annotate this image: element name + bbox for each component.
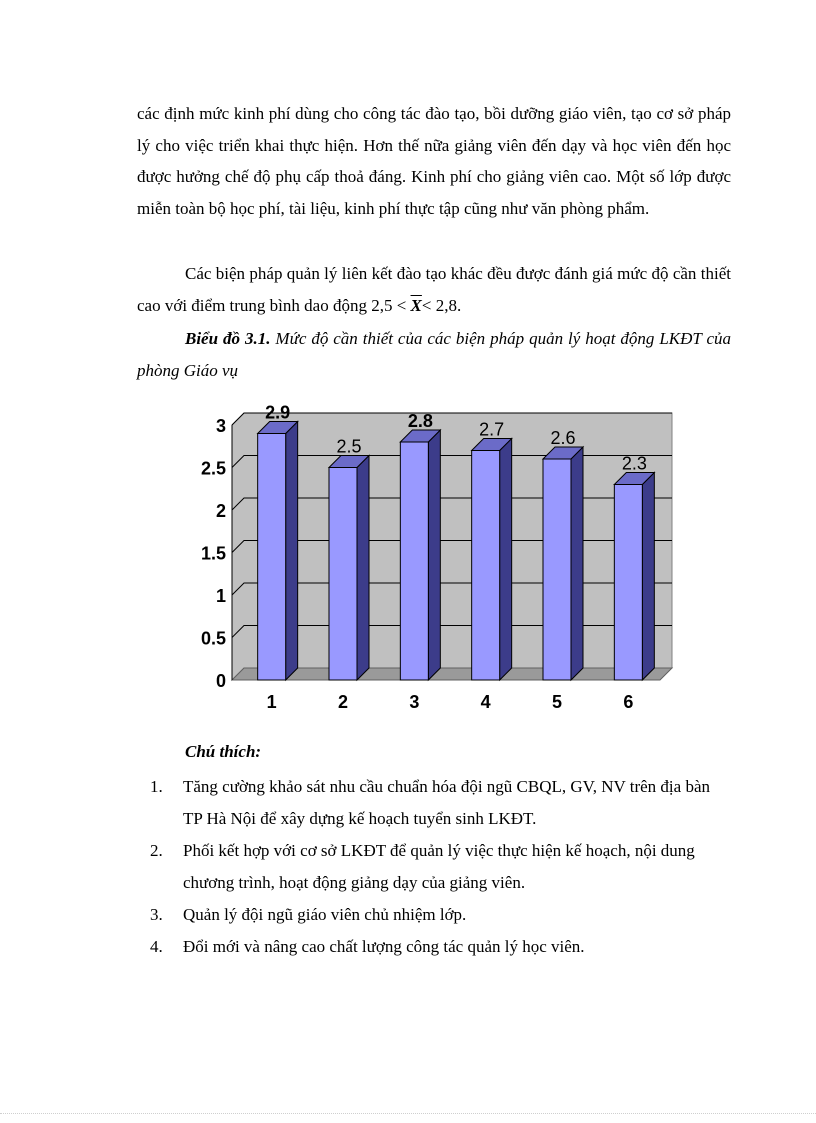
x-tick-label: 3: [409, 692, 420, 712]
data-label: 2.9: [265, 402, 291, 423]
note-number: 2.: [150, 841, 163, 860]
note-number: 4.: [150, 937, 163, 956]
y-tick-label: 2: [215, 501, 226, 521]
note-number: 1.: [150, 777, 163, 796]
y-tick-label: 2.5: [200, 458, 226, 479]
bar-side: [428, 430, 440, 680]
bar-side: [571, 447, 583, 680]
figure-caption: [137, 323, 731, 386]
body-paragraph-1: các định mức kinh phí dùng cho công tác đào tạo, bồi dưỡng giáo viên, tạo cơ sở pháp lý cho việc triển khai thực hiện. Hơn thế nữa giảng viên đến dạy và học viên đến học được hưởng chế độ phụ cấp thoả đáng. Kinh phí cho giảng viên cao. Một số lớp được miễn toàn bộ học phí, tài liệu, kinh phí thực tập cũng như văn phòng phẩm.: [137, 104, 731, 218]
y-tick-label: 1.5: [200, 543, 226, 564]
bar: [258, 434, 286, 681]
x-tick-label: 4: [480, 692, 491, 712]
note-item: [150, 899, 730, 931]
bar-side: [286, 422, 298, 681]
paragraph-2-text: Các biện pháp quản lý liên kết đào tạo khác đều được đánh giá mức độ cần thiết cao với điểm trung bình dao động 2,5 <: [137, 264, 731, 315]
x-tick-label: 6: [623, 692, 634, 712]
note-item: [150, 931, 730, 963]
notes-list: [150, 771, 730, 963]
page-bottom-border: [0, 1113, 816, 1114]
bar: [543, 459, 571, 680]
y-tick-label: 3: [215, 416, 226, 436]
note-text: Phối kết hợp với cơ sở LKĐT để quản lý việc thực hiện kế hoạch, nội dung chương trình, hoạt động giảng dạy của giảng viên.: [183, 841, 695, 892]
note-item: [150, 771, 730, 835]
note-text: Quản lý đội ngũ giáo viên chủ nhiệm lớp.: [183, 905, 467, 924]
figure-label: Biểu đồ 3.1.: [185, 329, 271, 348]
x-tick-label: 5: [551, 692, 563, 712]
data-label: 2.8: [407, 411, 433, 431]
bar: [329, 468, 357, 681]
bar: [400, 442, 428, 680]
note-text: Tăng cường khảo sát nhu cầu chuẩn hóa đội ngũ CBQL, GV, NV trên địa bàn TP Hà Nội để xây dựng kế hoạch tuyển sinh LKĐT.: [183, 777, 710, 828]
y-tick-label: 0.5: [200, 628, 226, 649]
y-tick-label: 0: [215, 671, 226, 691]
data-label: 2.5: [336, 436, 362, 457]
data-label: 2.7: [479, 419, 505, 440]
chart-floor: [232, 668, 672, 680]
data-label: 2.6: [550, 428, 576, 448]
paragraph-2-tail: < 2,8.: [421, 295, 462, 315]
body-paragraph-2: [137, 258, 731, 321]
data-label: 2.3: [621, 453, 647, 474]
mean-symbol: $\overline{X}$: [410, 295, 422, 315]
bar-side: [642, 473, 654, 681]
note-text: Đổi mới và nâng cao chất lượng công tác quản lý học viên.: [183, 937, 585, 956]
bar-side: [357, 456, 369, 681]
figure-caption-text: Mức độ cần thiết của các biện pháp quản lý hoạt động LKĐT của phòng Giáo vụ: [137, 329, 732, 380]
bar: [472, 451, 500, 681]
note-item: [150, 835, 730, 899]
x-tick-label: 2: [337, 692, 349, 712]
x-tick-label: 1: [266, 692, 277, 712]
bar: [614, 485, 642, 681]
bar-chart: [190, 395, 690, 725]
notes-title: Chú thích:: [185, 742, 262, 761]
bar-side: [500, 439, 512, 681]
note-number: 3.: [150, 905, 163, 924]
y-tick-label: 1: [215, 586, 226, 606]
